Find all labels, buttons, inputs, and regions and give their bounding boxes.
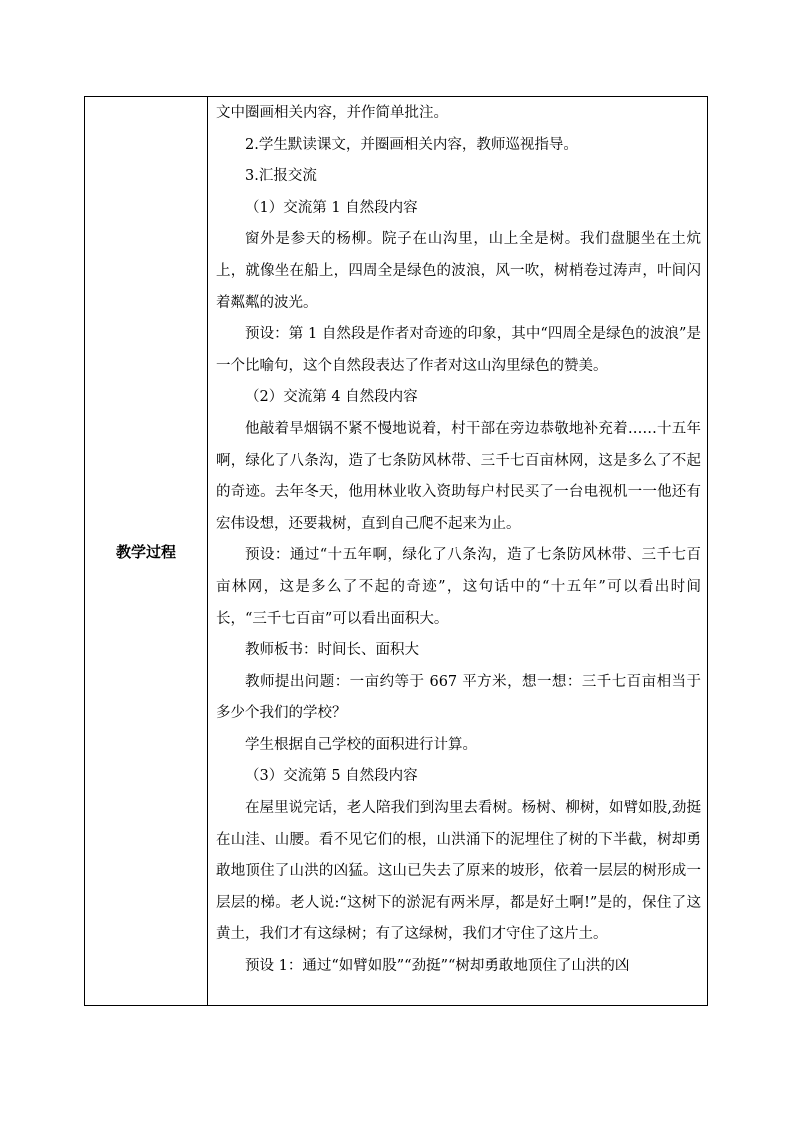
paragraph: 2.学生默读课文，并圈画相关内容，教师巡视指导。 <box>245 136 578 153</box>
paragraph: （3）交流第 5 自然段内容 <box>245 768 418 785</box>
paragraph: 学生根据自己学校的面积进行计算。 <box>245 736 477 753</box>
row-label: 教学过程 <box>115 542 176 561</box>
paragraph: 预设 1：通过“如臂如股”“劲挺”“树却勇敢地顶住了山洪的凶 <box>245 958 630 975</box>
paragraph: 预设：通过“十五年啊，绿化了八条沟，造了七条防风林带、三千七百亩林网，这是多么了不起的奇迹”，这句话中的“十五年”可以看出时间长，“三千七百亩”可以看出面积大。 <box>216 547 701 627</box>
content-cell <box>208 97 707 1005</box>
paragraph: 教师提出问题：一亩约等于 667 平方米，想一想：三千七百亩相当于多少个我们的学校？ <box>216 673 701 722</box>
paragraph: （2）交流第 4 自然段内容 <box>245 389 418 406</box>
paragraph: 预设：第 1 自然段是作者对奇迹的印象，其中“四周全是绿色的波浪”是一个比喻句，这个自然段表达了作者对这山沟里绿色的赞美。 <box>216 326 701 374</box>
paragraph: 文中圈画相关内容，并作简单批注。 <box>216 105 448 121</box>
row-label-cell <box>85 97 208 1005</box>
paragraph: 窗外是参天的杨柳。院子在山沟里，山上全是树。我们盘腿坐在土炕上，就像坐在船上，四周全是绿色的波浪，风一吹，树梢卷过涛声，叶间闪着粼粼的波光。 <box>216 231 701 311</box>
paragraph: 3.汇报交流 <box>245 168 317 185</box>
paragraph: 他敲着旱烟锅不紧不慢地说着，村干部在旁边恭敬地补充着……十五年啊，绿化了八条沟，造了七条防风林带、三千七百亩林网，这是多么了不起的奇迹。去年冬天，他用林业收入资助每户村民买了一台电视机一一他还有宏伟设想，还要栽树，直到自己爬不起来为止。 <box>216 420 701 532</box>
paragraph: （1）交流第 1 自然段内容 <box>245 199 418 216</box>
lesson-table <box>84 96 708 1006</box>
paragraph: 在屋里说完话，老人陪我们到沟里去看树。杨树、柳树，如臂如股,劲挺在山洼、山腰。看不见它们的根，山洪涌下的泥埋住了树的下半截，树却勇敢地顶住了山洪的凶猛。这山已失去了原来的坡形，依着一层层的树形成一层层的梯。老人说:“这树下的淤泥有两米厚，都是好土啊!”是的，保住了这黄土，我们才有这绿树；有了这绿树，我们才守住了这片土。 <box>216 800 701 943</box>
paragraph: 教师板书：时间长、面积大 <box>245 642 419 659</box>
